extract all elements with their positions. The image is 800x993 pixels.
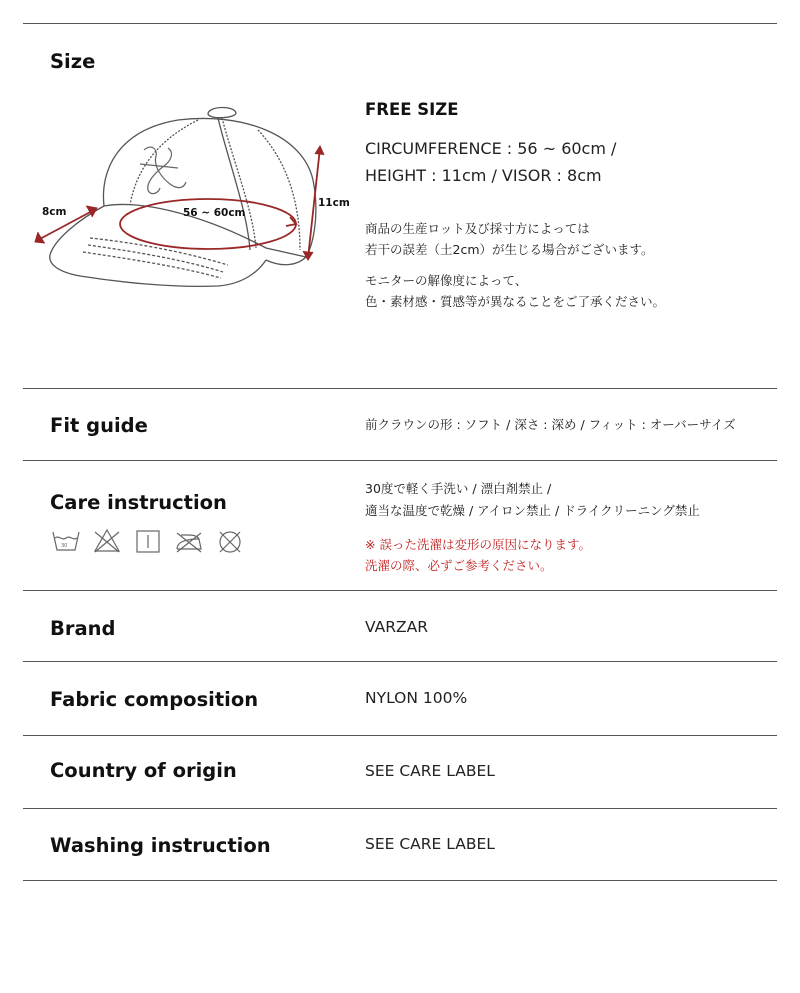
divider-origin — [23, 808, 777, 809]
spec-line-1: CIRCUMFERENCE : 56 ~ 60cm / — [365, 139, 617, 158]
origin-heading: Country of origin — [50, 759, 237, 782]
divider-brand — [23, 661, 777, 662]
divider-fabric — [23, 735, 777, 736]
visor-dim-label: 8cm — [42, 206, 67, 218]
brand-value: VARZAR — [365, 618, 428, 636]
care-warning-2: 洗濯の際、必ずご参考ください。 — [365, 558, 553, 573]
no-dry-clean-icon — [220, 532, 240, 552]
care-icons — [51, 528, 251, 560]
lot-note-line-1: 商品の生産ロット及び採寸方によっては — [365, 221, 590, 236]
divider-size — [23, 388, 777, 389]
svg-text:30: 30 — [61, 543, 68, 549]
care-warning-1: ※ 誤った洗濯は変形の原因になります。 — [365, 537, 591, 552]
no-bleach-icon — [95, 530, 119, 552]
care-line-1: 30度で軽く手洗い / 漂白剤禁止 / — [365, 481, 552, 496]
no-iron-icon — [177, 533, 201, 552]
fit-guide-heading: Fit guide — [50, 414, 148, 437]
tumble-dry-icon — [137, 531, 159, 552]
care-heading: Care instruction — [50, 491, 227, 514]
fabric-value: NYLON 100% — [365, 689, 468, 707]
monitor-note-line-1: モニターの解像度によって、 — [365, 273, 528, 288]
washing-value: SEE CARE LABEL — [365, 835, 495, 853]
size-heading: Size — [50, 50, 96, 73]
divider-top — [23, 23, 777, 24]
free-size-title: FREE SIZE — [365, 100, 459, 119]
cap-diagram — [28, 100, 358, 300]
divider-care — [23, 590, 777, 591]
spec-line-2: HEIGHT : 11cm / VISOR : 8cm — [365, 166, 602, 185]
fabric-heading: Fabric composition — [50, 688, 259, 711]
care-line-2: 適当な温度で乾燥 / アイロン禁止 / ドライクリーニング禁止 — [365, 503, 700, 518]
hand-wash-30-icon — [53, 532, 79, 550]
circumference-dim-label: 56 ~ 60cm — [183, 207, 246, 219]
origin-value: SEE CARE LABEL — [365, 762, 495, 780]
divider-fit — [23, 460, 777, 461]
divider-bottom — [23, 880, 777, 881]
brand-heading: Brand — [50, 617, 116, 640]
lot-note-line-2: 若干の誤差（土2cm）が生じる場合がございます。 — [365, 242, 654, 257]
monitor-note-line-2: 色・素材感・質感等が異なることをご了承ください。 — [365, 294, 666, 309]
washing-heading: Washing instruction — [50, 834, 271, 857]
height-dim-label: 11cm — [318, 197, 350, 209]
fit-guide-value: 前クラウンの形 : ソフト / 深さ : 深め / フィット : オーバーサイズ — [365, 417, 736, 432]
